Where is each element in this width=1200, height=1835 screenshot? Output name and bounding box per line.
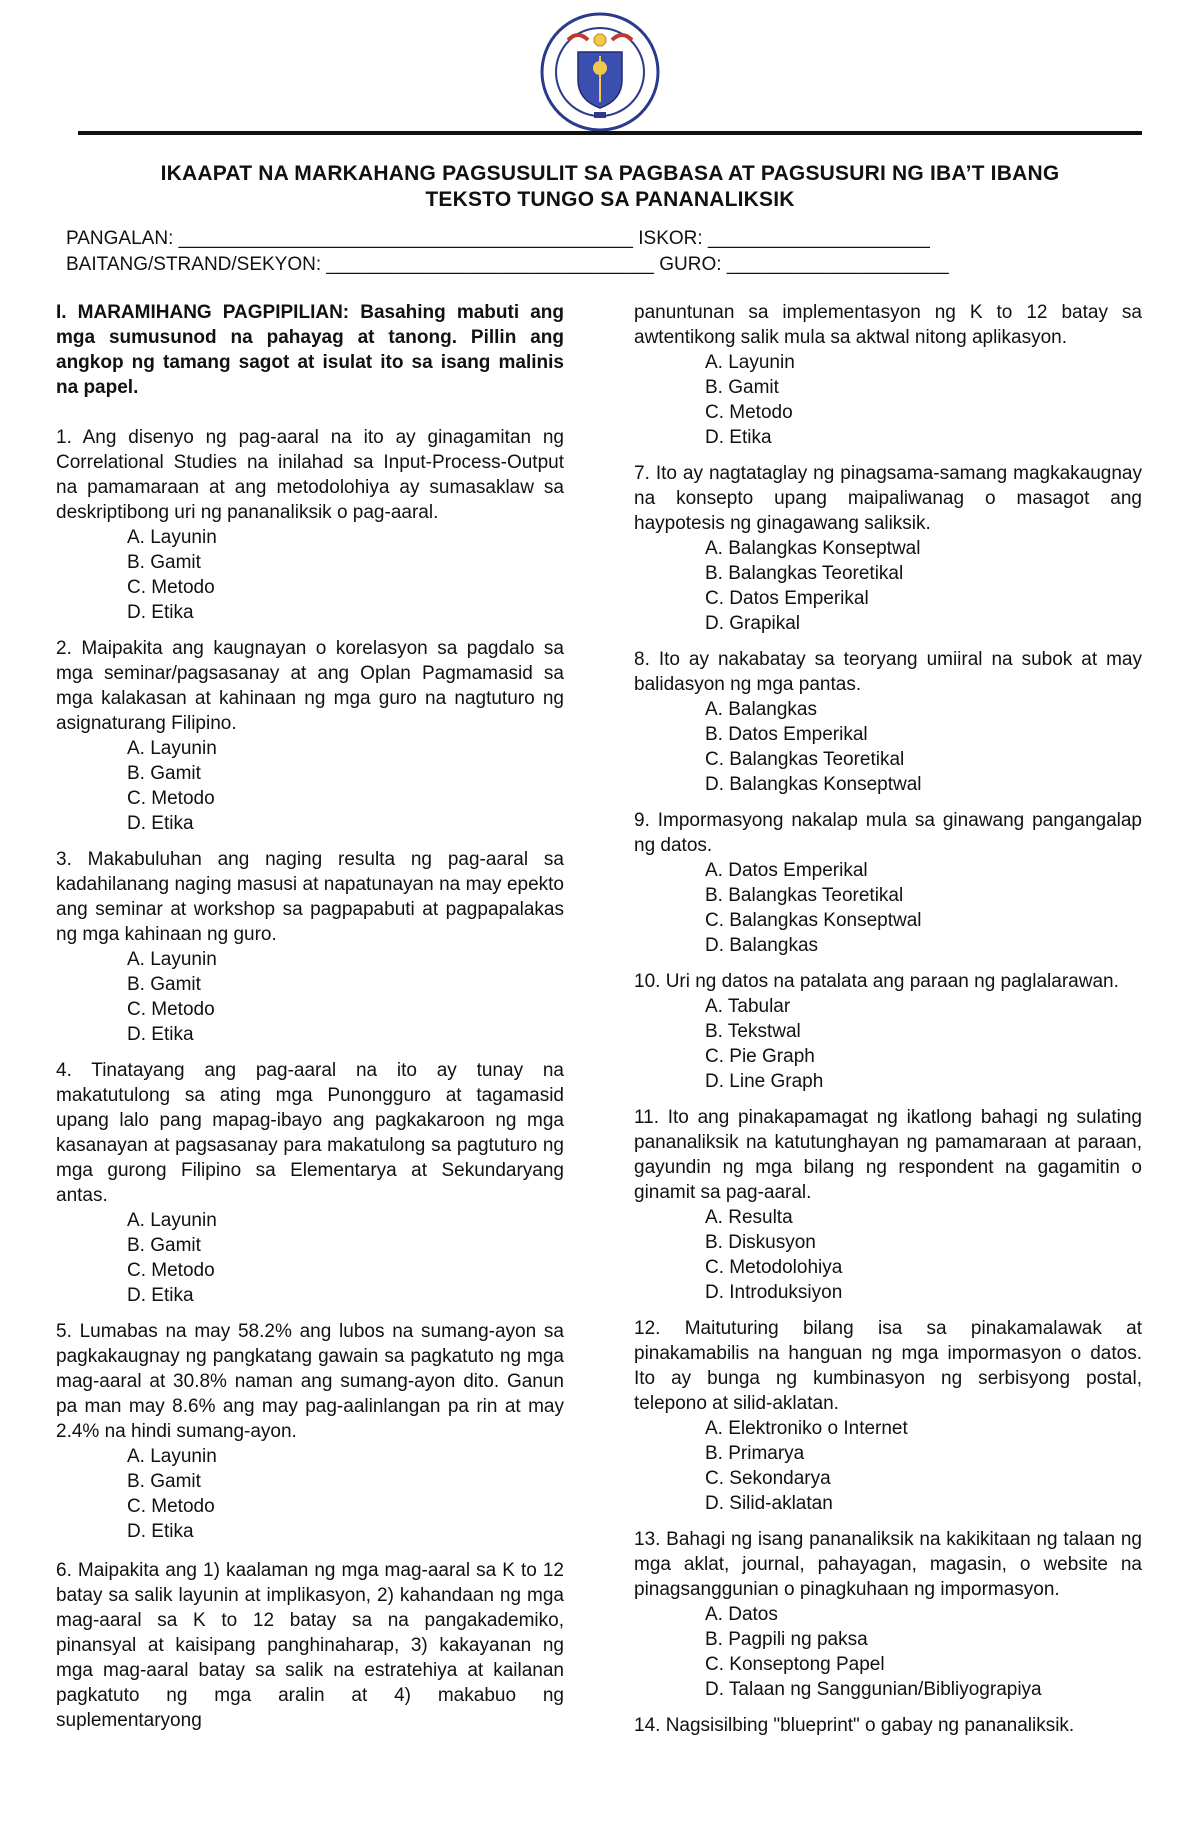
option-d[interactable]: D. Talaan ng Sanggunian/Bibliyograpiya	[705, 1679, 1042, 1700]
option-a[interactable]: A. Elektroniko o Internet	[705, 1418, 908, 1439]
header-rule	[78, 131, 1142, 135]
option-b[interactable]: B. Balangkas Teoretikal	[705, 563, 904, 584]
question-6-continued	[634, 300, 1142, 450]
question-stem-continued: panuntunan sa implementasyon ng K to 12 batay sa awtentikong salik mula sa aktwal nitong aplikasyon.	[634, 302, 1142, 348]
option-a[interactable]: A. Layunin	[705, 352, 795, 373]
question-stem: 5. Lumabas na may 58.2% ang lubos na sumang-ayon sa pagkakaugnay ng pangkatang gawain sa pagkatuto ng mga mag-aaral at 30.8% naman ang sumang-ayon dito. Ganun pa man may 8.6% ang may pag-aalinlangan pa rin at may 2.4% na hindi sumang-ayon.	[56, 1321, 564, 1442]
option-d[interactable]: D. Etika	[127, 1024, 194, 1045]
question-7	[634, 461, 1142, 636]
option-a[interactable]: A. Layunin	[127, 949, 217, 970]
option-c[interactable]: C. Metodo	[127, 577, 215, 598]
question-12	[634, 1316, 1142, 1516]
question-10	[634, 969, 1142, 1094]
question-13	[634, 1527, 1142, 1702]
option-c[interactable]: C. Balangkas Konseptwal	[705, 910, 922, 931]
option-b[interactable]: B. Pagpili ng paksa	[705, 1629, 868, 1650]
option-c[interactable]: C. Metodo	[127, 788, 215, 809]
student-fields	[66, 226, 949, 278]
question-stem: 1. Ang disenyo ng pag-aaral na ito ay ginagamitan ng Correlational Studies na inilahad sa Input-Process-Output na pamamaraan at ang metodolohiya ay sumasaklaw sa deskriptibong uri ng pananaliksik o pag-aaral.	[56, 427, 564, 523]
option-d[interactable]: D. Balangkas Konseptwal	[705, 774, 922, 795]
question-11	[634, 1105, 1142, 1305]
question-8	[634, 647, 1142, 797]
option-d[interactable]: D. Balangkas	[705, 935, 819, 956]
option-c[interactable]: C. Metodo	[127, 999, 215, 1020]
question-stem: 8. Ito ay nakabatay sa teoryang umiiral na subok at may balidasyon ng mga pantas.	[634, 649, 1142, 695]
page-title	[78, 161, 1142, 213]
option-a[interactable]: A. Layunin	[127, 527, 217, 548]
option-a[interactable]: A. Layunin	[127, 738, 217, 759]
option-a[interactable]: A. Balangkas	[705, 699, 817, 720]
option-c[interactable]: C. Metodolohiya	[705, 1257, 843, 1278]
option-a[interactable]: A. Resulta	[705, 1207, 793, 1228]
question-2	[56, 636, 564, 836]
option-b[interactable]: B. Diskusyon	[705, 1232, 816, 1253]
option-b[interactable]: B. Gamit	[127, 763, 201, 784]
option-a[interactable]: A. Layunin	[127, 1446, 217, 1467]
section-teacher-line[interactable]: BAITANG/STRAND/SEKYON: _______________________________ GURO: _____________________	[66, 254, 949, 275]
option-c[interactable]: C. Konseptong Papel	[705, 1654, 885, 1675]
option-a[interactable]: A. Tabular	[705, 996, 791, 1017]
option-b[interactable]: B. Datos Emperikal	[705, 724, 868, 745]
question-14	[634, 1713, 1142, 1738]
option-b[interactable]: B. Gamit	[127, 1471, 201, 1492]
question-3	[56, 847, 564, 1047]
question-stem: 14. Nagsisilbing "blueprint" o gabay ng pananaliksik.	[634, 1715, 1075, 1736]
option-d[interactable]: D. Introduksiyon	[705, 1282, 843, 1303]
option-b[interactable]: B. Gamit	[705, 377, 779, 398]
option-d[interactable]: D. Etika	[127, 813, 194, 834]
question-1	[56, 425, 564, 625]
option-d[interactable]: D. Etika	[705, 427, 772, 448]
question-6	[56, 1558, 564, 1733]
option-a[interactable]: A. Balangkas Konseptwal	[705, 538, 921, 559]
question-stem: 4. Tinatayang ang pag-aaral na ito ay tunay na makatutulong sa ating mga Punongguro at tagamasid upang lalo pang mapag-ibayo ang pagkakaroon ng mga kasanayan at pagsasanay para makatulong sa pagtuturo ng mga gurong Filipino sa Elementarya at Sekundaryang antas.	[56, 1060, 564, 1206]
option-d[interactable]: D. Silid-aklatan	[705, 1493, 833, 1514]
option-c[interactable]: C. Datos Emperikal	[705, 588, 869, 609]
instructions: I. MARAMIHANG PAGPIPILIAN: Basahing mabuti ang mga sumusunod na pahayag at tanong. Pillin ang angkop ng tamang sagot at isulat ito sa isang malinis na papel.	[56, 302, 564, 398]
option-b[interactable]: B. Gamit	[127, 1235, 201, 1256]
question-stem: 9. Impormasyong nakalap mula sa ginawang pangangalap ng datos.	[634, 810, 1142, 856]
option-b[interactable]: B. Primarya	[705, 1443, 805, 1464]
question-stem: 6. Maipakita ang 1) kaalaman ng mga mag-aaral sa K to 12 batay sa salik layunin at implikasyon, 2) kahandaan ng mga mag-aaral sa K to 12 batay sa na pangakademiko, pinansyal at kaisipang panghinaharap, 3) kakayanan ng mga mag-aaral batay sa salik na estratehiya at kailanan pagkatuto ng mga aralin at 4) makabuo ng suplementaryong	[56, 1560, 564, 1731]
option-d[interactable]: D. Etika	[127, 1521, 194, 1542]
option-b[interactable]: B. Balangkas Teoretikal	[705, 885, 904, 906]
title-line-1: IKAAPAT NA MARKAHANG PAGSUSULIT SA PAGBASA AT PAGSUSURI NG IBA’T IBANG	[160, 162, 1060, 185]
question-stem: 13. Bahagi ng isang pananaliksik na kakikitaan ng talaan ng mga aklat, journal, pahayagan, magasin, o website na pinagsanggunian o pinagkuhaan ng impormasyon.	[634, 1529, 1142, 1600]
option-a[interactable]: A. Layunin	[127, 1210, 217, 1231]
option-a[interactable]: A. Datos Emperikal	[705, 860, 868, 881]
question-stem: 12. Maituturing bilang isa sa pinakamalawak at pinakamabilis na hanguan ng mga impormasyon o datos. Ito ay bunga ng kumbinasyon ng serbisyong postal, telepono at silid-aklatan.	[634, 1318, 1142, 1414]
name-score-line[interactable]: PANGALAN: ___________________________________________ ISKOR: _____________________	[66, 228, 930, 249]
question-stem: 3. Makabuluhan ang naging resulta ng pag-aaral sa kadahilanang naging masusi at napatunayan na may epekto ang seminar at workshop sa pagpapabuti at pagpapalakas ng mga kahinaan ng guro.	[56, 849, 564, 945]
option-c[interactable]: C. Metodo	[127, 1260, 215, 1281]
question-5	[56, 1319, 564, 1544]
option-b[interactable]: B. Tekstwal	[705, 1021, 801, 1042]
left-column	[56, 300, 564, 1744]
question-stem: 11. Ito ang pinakapamagat ng ikatlong bahagi ng sulating pananaliksik na katutunghayan ng pamamaraan at paraan, gayundin ng mga bilang ng respondent na gagamitin o ginamit sa pag-aaral.	[634, 1107, 1142, 1203]
option-d[interactable]: D. Grapikal	[705, 613, 801, 634]
option-a[interactable]: A. Datos	[705, 1604, 778, 1625]
right-column	[634, 300, 1142, 1749]
option-b[interactable]: B. Gamit	[127, 974, 201, 995]
title-line-2: TEKSTO TUNGO SA PANANALIKSIK	[425, 188, 795, 211]
option-d[interactable]: D. Etika	[127, 602, 194, 623]
deped-seal-icon	[538, 10, 662, 134]
question-stem: 10. Uri ng datos na patalata ang paraan ng paglalarawan.	[634, 971, 1119, 992]
question-9	[634, 808, 1142, 958]
option-c[interactable]: C. Balangkas Teoretikal	[705, 749, 905, 770]
option-c[interactable]: C. Sekondarya	[705, 1468, 831, 1489]
option-c[interactable]: C. Pie Graph	[705, 1046, 815, 1067]
question-stem: 2. Maipakita ang kaugnayan o korelasyon sa pagdalo sa mga seminar/pagsasanay at ang Oplan Pagmamasid sa mga kalakasan at kahinaan ng mga guro na nagtuturo ng asignaturang Filipino.	[56, 638, 564, 734]
option-b[interactable]: B. Gamit	[127, 552, 201, 573]
option-c[interactable]: C. Metodo	[705, 402, 793, 423]
option-c[interactable]: C. Metodo	[127, 1496, 215, 1517]
question-stem: 7. Ito ay nagtataglay ng pinagsama-samang magkakaugnay na konsepto upang maipaliwanag o masagot ang haypotesis ng ginagawang saliksik.	[634, 463, 1142, 534]
question-4	[56, 1058, 564, 1308]
option-d[interactable]: D. Etika	[127, 1285, 194, 1306]
option-d[interactable]: D. Line Graph	[705, 1071, 824, 1092]
